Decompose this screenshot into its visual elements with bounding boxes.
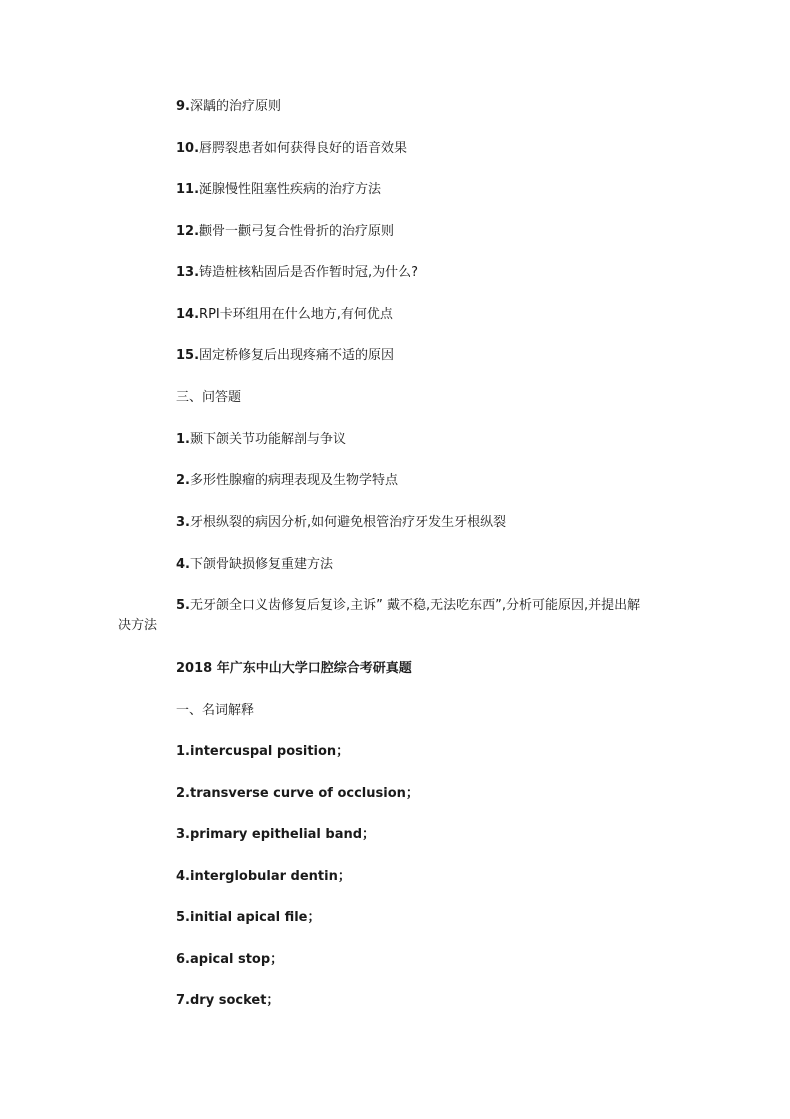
question-item: 11.涎腺慢性阻塞性疾病的治疗方法 bbox=[176, 182, 382, 197]
question-item: 10.唇腭裂患者如何获得良好的语音效果 bbox=[176, 141, 408, 156]
section-heading: 三、问答题 bbox=[176, 390, 242, 405]
question-item: 13.铸造桩核粘固后是否作暂时冠,为什么? bbox=[176, 265, 419, 280]
question-item: 9.深龋的治疗原则 bbox=[176, 99, 281, 114]
term-item: 6.apical stop； bbox=[176, 952, 284, 967]
question-item: 3.牙根纵裂的病因分析,如何避免根管治疗牙发生牙根纵裂 bbox=[176, 515, 507, 530]
question-item: 2.多形性腺瘤的病理表现及生物学特点 bbox=[176, 473, 398, 488]
question-item: 14.RPI卡环组用在什么地方,有何优点 bbox=[176, 307, 393, 322]
question-item: 4.下颌骨缺损修复重建方法 bbox=[176, 557, 333, 572]
term-item: 5.initial apical file； bbox=[176, 910, 321, 925]
term-item: 1.intercuspal position； bbox=[176, 744, 350, 759]
question-item: 15.固定桥修复后出现疼痛不适的原因 bbox=[176, 348, 395, 363]
question-item: 1.颞下颌关节功能解剖与争议 bbox=[176, 432, 346, 447]
term-item: 2.transverse curve of occlusion； bbox=[176, 786, 419, 801]
question-item: 5.无牙颌全口义齿修复后复诊,主诉” 戴不稳,无法吃东西”,分析可能原因,并提出解 决方法 bbox=[118, 598, 641, 633]
exam-title: 2018 年广东中山大学口腔综合考研真题 bbox=[176, 661, 412, 676]
term-item: 3.primary epithelial band； bbox=[176, 827, 376, 842]
question-item: 12.颧骨一颧弓复合性骨折的治疗原则 bbox=[176, 224, 395, 239]
term-item: 4.interglobular dentin； bbox=[176, 869, 351, 884]
term-item: 7.dry socket； bbox=[176, 993, 280, 1008]
section-heading: 一、名词解释 bbox=[176, 703, 255, 718]
